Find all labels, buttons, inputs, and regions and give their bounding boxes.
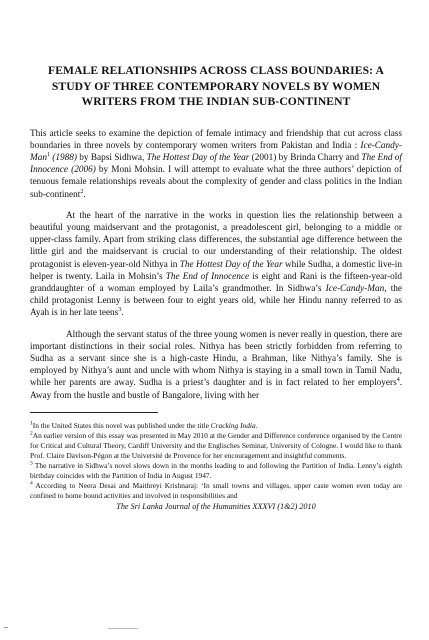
paragraph-intro: This article seeks to examine the depiction of female intimacy and friendship that cut across class boundaries in three novels by contemporary women writers from Pakistan and India : Ice-Candy-Man$^1$ (1988) by Bapsi Sidhwa, The Hottest Day of the Year (2001) by Brinda Charry and The End of Innocence (2006) by Moni Mohsin. I will attempt to evaluate what the three authors’ depiction of tenuous female relationships reveals about the complexity of gender and class politics in the Indian sub-continent$^2$. [30,128,402,200]
novel-title-ice-candy-man: Ice-Candy-Man [30,140,402,163]
title-line-2: STUDY OF THREE CONTEMPORARY NOVELS BY WOMEN [51,79,381,93]
scan-mark [4,627,8,628]
footnote-ref-1: 1 [46,151,50,158]
scan-line [108,628,138,629]
footnote-ref-4: 4 [396,377,400,384]
article-title [30,63,402,110]
journal-footer: The Sri Lanka Journal of the Humanities XXXVI (1&2) 2010 [116,501,316,511]
footnote-3: $^3$ The narrative in Sidhwa’s novel slows down in the months leading to and following the Partition of India. Lenny’s eighth birthday coincides with the Partition of India in August 1947. [30,460,402,480]
paragraph-relationship: At the heart of the narrative in the works in question lies the relationship between a beautiful young maidservant and the protagonist, a preadolescent girl, belonging to a middle or upper-class family. Apart from striking class differences, the substantial age difference between the little girl and the maidservant is crucial to our understanding of their relationship. The oldest protagonist is eleven-year-old Nithya in The Hottest Day of the Year while Sudha, a domestic live-in helper is twenty. Laila in Mohsin’s The End of Innocence is eight and Rani is the fifteen-year-old granddaughter of a woman employed by Laila’s grandmother. In Sidhwa’s Ice-Candy-Man, the child protagonist Lenny is between four to eight years old, while her Hindu nanny referred to as Ayah is in her late teens$^3$. [30,210,402,319]
footnote-divider [30,412,158,413]
footnote-ref-3: 3 [118,307,122,314]
title-line-3: WRITERS FROM THE INDIAN SUB-CONTINENT [81,95,351,108]
footnote-1: $^1$In the United States this novel was published under the title Cracking India. [30,420,258,430]
footnote-2: $^2$An earlier version of this essay was presented in May 2010 at the Gender and Difference conference organised by the Centre for Critical and Cultural Theory, Cardiff University and the Englisches Seminar, University of Cologne. I would like to thank Prof. Claire Davison-Pégon at the Université de Provence for her encouragement and insightful comments. [30,430,402,460]
paragraph-servant-status: Although the servant status of the three young women is never really in question, there are important distinctions in their social roles. Nithya has been strictly forbidden from referring to Sudha as a servant since she is a high-caste Hindu, a Brahman, like Nithya’s family. She is employed by Nithya’s aunt and uncle with whom Nithya is staying in a small town in Tamil Nadu, while her parents are away. Sudha is a priest’s daughter and is in fact related to her employers$^4$. Away from the hustle and bustle of Bangalore, living with her [30,329,402,401]
article-page [30,63,402,511]
novel-title-end-of-innocence: The End of Innocence (2006) [30,152,402,176]
footnote-4: $^4$ According to Neera Desai and Maithreyi Krishnaraj: ‘In small towns and villages, upper caste women even today are confined to home bound activities and involved in responsibilities and [30,480,402,500]
footnote-ref-2: 2 [80,188,84,195]
novel-title-hottest-day: The Hottest Day of the Year [146,152,250,163]
title-line-1: FEMALE RELATIONSHIPS ACROSS CLASS BOUNDARIES: A [48,64,384,77]
